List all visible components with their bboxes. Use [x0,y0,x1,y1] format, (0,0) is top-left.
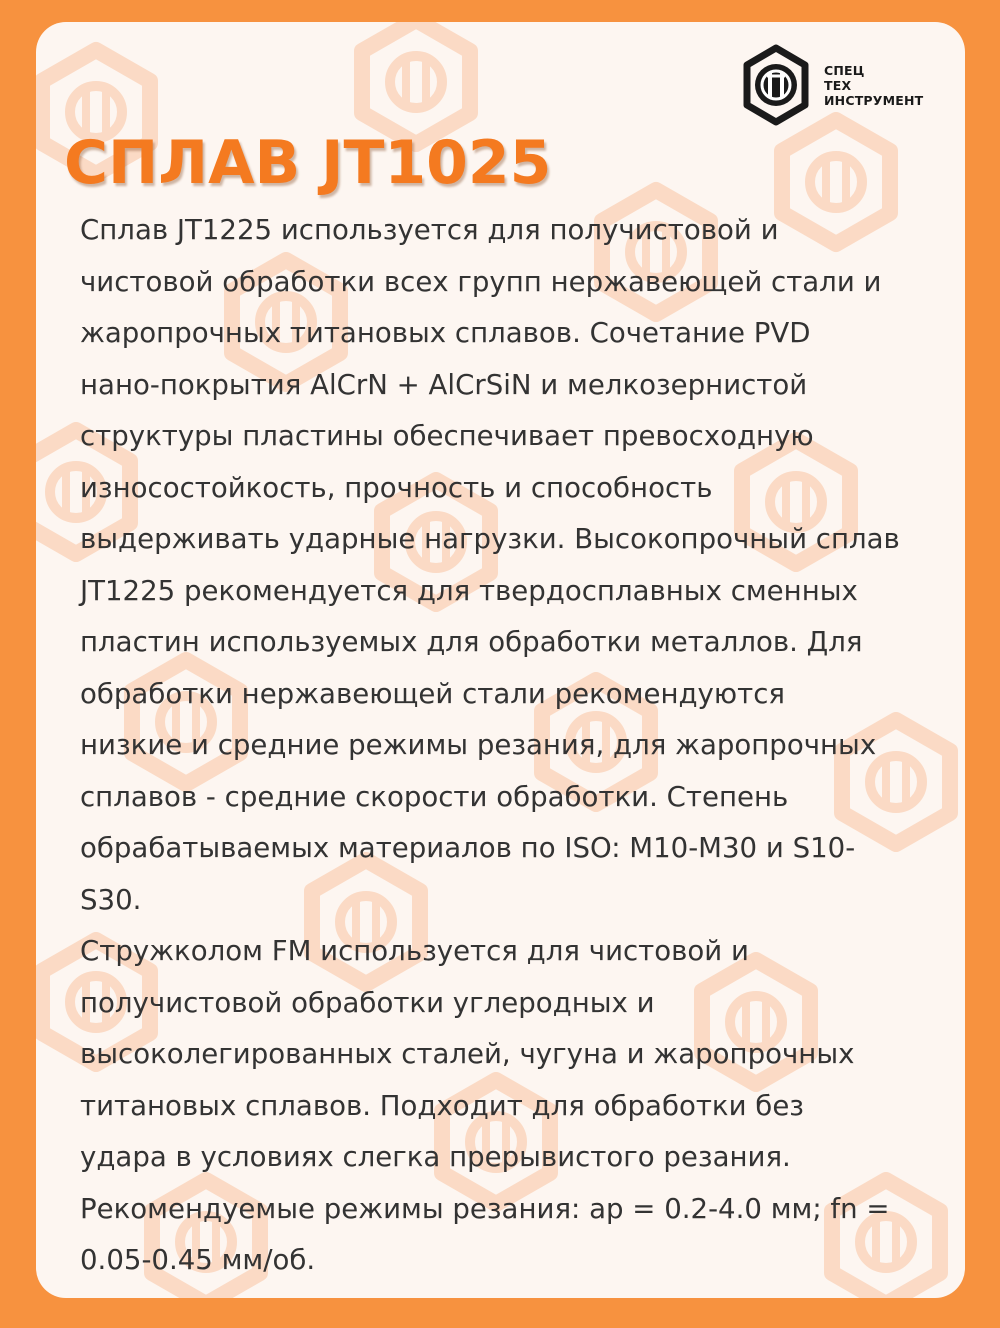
text-line: Стружколом FM используется для чистовой и [80,934,749,967]
text-line: Рекомендуемые режимы резания: ap = 0.2-4.0 мм; fn = [80,1191,890,1225]
hexagon-logo-icon [741,44,811,126]
description-body [80,204,940,1286]
text-line: выдерживать ударные нагрузки. Высокопрочный сплав [80,522,900,555]
text-line: сплавов - средние скорости обработки. Степень [80,779,789,813]
text-line: Сплав JT1225 используется для получистовой и [80,213,779,246]
text-line: низкие и средние режимы резания, для жаропрочных [80,728,877,761]
page-title: СПЛАВ JT1025 [64,128,552,198]
text-line: высоколегированных сталей, чугуна и жаропрочных [80,1037,855,1070]
brand-line-1: СПЕЦ [824,63,865,78]
text-line: 0.05-0.45 мм/об. [80,1243,316,1276]
brand-line-3: ИНСТРУМЕНТ [824,93,924,108]
text-line: JT1225 рекомендуется для твердосплавных сменных [80,573,858,607]
text-line: S30. [80,882,142,916]
text-line: нано-покрытия AlCrN + AlCrSiN и мелкозернистой [80,367,808,401]
text-line: обработки нержавеющей стали рекомендуются [80,676,785,710]
brand-line-2: ТЕХ [824,78,852,93]
text-line: чистовой обработки всех групп нержавеющей стали и [80,264,882,298]
text-line: структуры пластины обеспечивает превосходную [80,419,814,452]
text-line: получистовой обработки углеродных и [80,985,655,1019]
brand-logo [741,44,941,126]
text-line: износостойкость, прочность и способность [80,470,713,504]
text-line: пластин используемых для обработки металлов. Для [80,625,863,658]
text-line: жаропрочных титановых сплавов. Сочетание PVD [80,316,811,349]
text-line: удара в условиях слегка прерывистого резания. [80,1140,791,1173]
text-line: титановых сплавов. Подходит для обработки без [80,1088,804,1122]
brand-name [824,63,923,108]
text-line: обрабатываемых материалов по ISO: M10-M30 и S10- [80,831,856,864]
content-card [36,22,965,1298]
